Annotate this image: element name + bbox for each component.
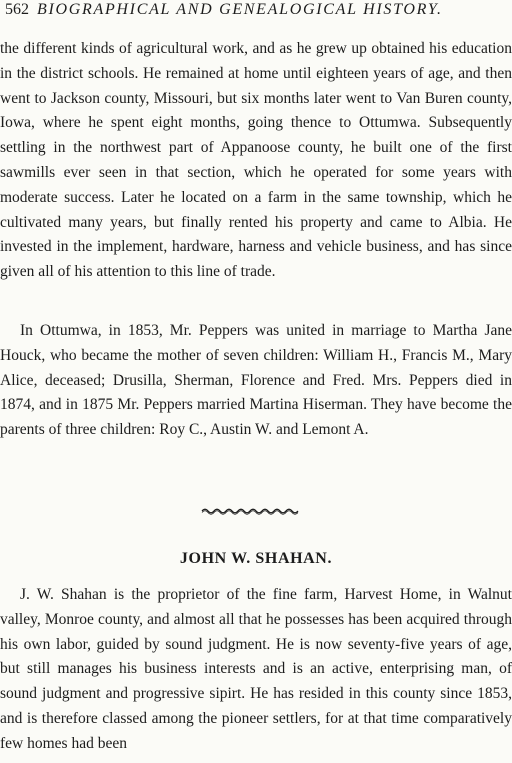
paragraph-1: the different kinds of agricultural work, and as he grew up obtained his education in the district schools. He remained at home until eighteen years of age, and then went to Jackson county, Missouri, but six months later went to Van Buren county, Iowa, where he spent eight months, going thence to Ottumwa. Subsequently settling in the northwest part of Appanoose county, he built one of the first sawmills ever seen in that section, which he operated for some years with moderate success. Later he located on a farm in the same township, which he cultivated many years, but finally rented his property and came to Albia. He invested in the implement, hardware, harness and vehicle business, and has since given all of his attention to this line of trade. [0, 40, 512, 281]
running-title: BIOGRAPHICAL AND GENEALOGICAL HISTORY. [37, 1, 443, 18]
paragraph-3: J. W. Shahan is the proprietor of the fine farm, Harvest Home, in Walnut valley, Monroe county, and almost all that he possesses has been acquired through his own labor, guided by sound judgment. He is now seventy-five years of age, but still manages his business interests and is an active, enterprising man, of sound judgment and progressive sipirt. He has resided in this county since 1853, and is therefore classed among the pioneer settlers, for at that time comparatively few homes had been [0, 586, 512, 752]
running-header [5, 0, 505, 20]
page-number: 562 [5, 1, 29, 18]
section-title: JOHN W. SHAHAN. [179, 550, 333, 567]
ornamental-divider [200, 506, 300, 516]
paragraph-2: In Ottumwa, in 1853, Mr. Peppers was united in marriage to Martha Jane Houck, who became the mother of seven children: William H., Francis M., Mary Alice, deceased; Drusilla, Sherman, Florence and Fred. Mrs. Peppers died in 1874, and in 1875 Mr. Peppers married Martina Hiserman. They have become the parents of three children: Roy C., Austin W. and Lemont A. [0, 322, 512, 439]
